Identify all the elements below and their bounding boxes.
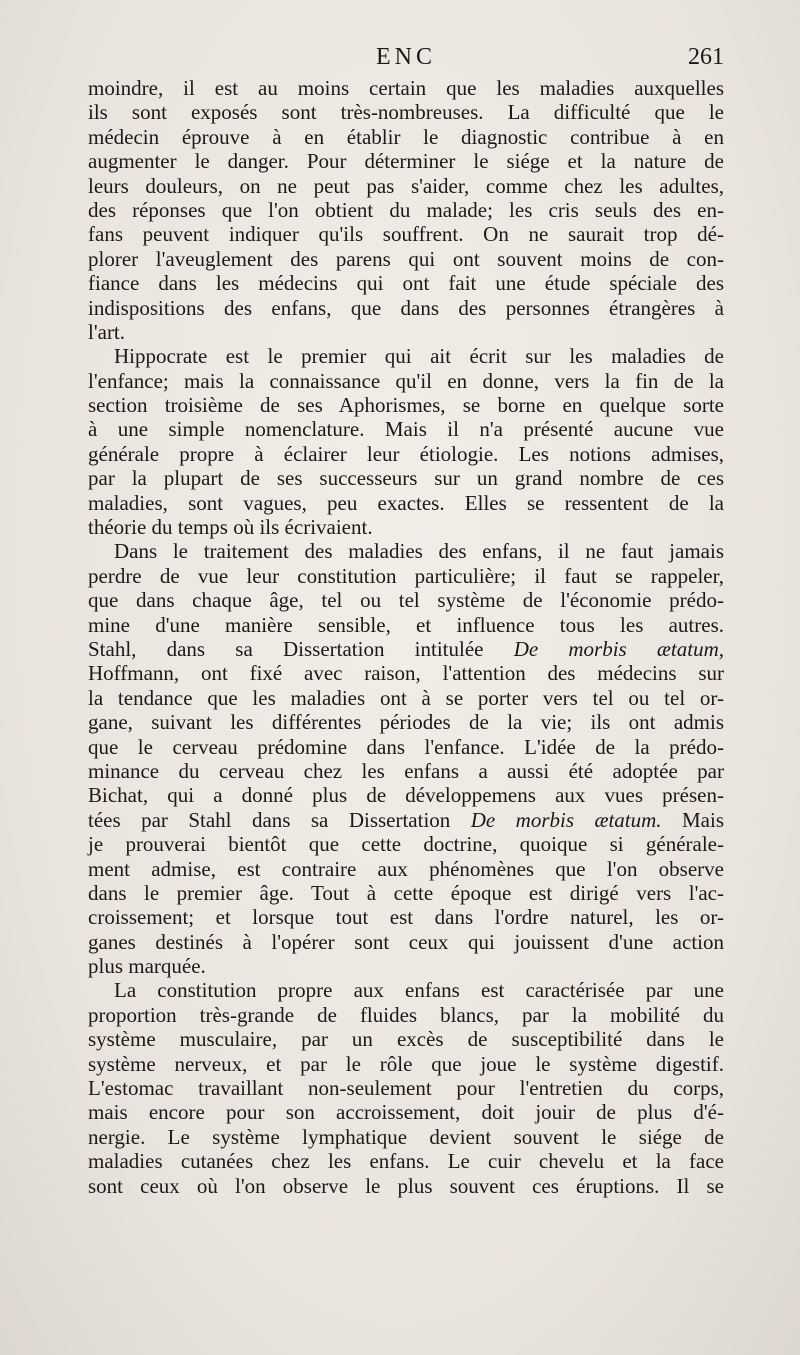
text-line-content: plus marquée. bbox=[88, 954, 206, 979]
text-line-content: Hippocrate est le premier qui ait écrit sur les maladies de bbox=[114, 344, 724, 369]
text-line-content: moindre, il est au moins certain que les maladies auxquelles bbox=[88, 76, 724, 100]
text-line-content: Dans le traitement des maladies des enfans, il ne faut jamais bbox=[114, 539, 724, 564]
text-line-content: système musculaire, par un excès de susceptibilité dans le bbox=[88, 1027, 724, 1052]
text-line bbox=[88, 954, 724, 978]
text-line-content: La constitution propre aux enfans est caractérisée par une bbox=[114, 978, 724, 1003]
page-header bbox=[88, 44, 724, 78]
text-line-content: dans le premier âge. Tout à cette époque est dirigé vers l'ac- bbox=[88, 880, 724, 905]
text-line-content: que dans chaque âge, tel ou tel système de l'économie prédo- bbox=[88, 588, 724, 613]
text-line bbox=[88, 369, 724, 393]
text-line bbox=[88, 564, 724, 588]
text-line-content: fiance dans les médecins qui ont fait une étude spéciale des bbox=[88, 271, 724, 296]
text-line bbox=[88, 174, 724, 198]
text-line-content: je prouverai bientôt que cette doctrine, quoique si générale- bbox=[88, 832, 724, 857]
text-line-content: perdre de vue leur constitution particulière; il faut se rappeler, bbox=[88, 563, 724, 588]
text-line-content: mais encore pour son accroissement, doit jouir de plus d'é- bbox=[88, 1100, 724, 1125]
text-line-content: section troisième de ses Aphorismes, se borne en quelque sorte bbox=[88, 393, 724, 418]
text-line bbox=[88, 466, 724, 490]
text-line bbox=[88, 735, 724, 759]
text-line-content: l'art. bbox=[88, 319, 126, 344]
text-line bbox=[88, 247, 724, 271]
text-line-content: maladies, sont vagues, peu exactes. Elles se ressentent de la bbox=[88, 490, 724, 515]
text-line bbox=[88, 881, 724, 905]
text-line-content: proportion très-grande de fluides blancs, par la mobilité du bbox=[88, 1002, 724, 1027]
text-line bbox=[88, 1052, 724, 1076]
text-line bbox=[88, 637, 724, 661]
text-line bbox=[88, 1174, 724, 1198]
text-line bbox=[88, 539, 724, 563]
text-line bbox=[88, 978, 724, 1002]
text-line-content: gane, suivant les différentes périodes de la vie; ils ont admis bbox=[88, 710, 724, 735]
text-line-content: fans peuvent indiquer qu'ils souffrent. On ne saurait trop dé- bbox=[88, 222, 724, 247]
text-line bbox=[88, 759, 724, 783]
text-line bbox=[88, 661, 724, 685]
text-line-content: théorie du temps où ils écrivaient. bbox=[88, 515, 373, 540]
text-line-content: Stahl, dans sa Dissertation intitulée bbox=[88, 636, 514, 661]
text-line-content: nergie. Le système lymphatique devient souvent le siége de bbox=[88, 1124, 724, 1149]
text-line-content: Bichat, qui a donné plus de développemens aux vues présen- bbox=[88, 783, 724, 808]
text-line-content: des réponses que l'on obtient du malade; les cris seuls des en- bbox=[88, 197, 724, 222]
text-line bbox=[88, 1100, 724, 1124]
body-text bbox=[88, 76, 724, 1198]
text-line-content: croissement; et lorsque tout est dans l'ordre naturel, les or- bbox=[88, 905, 724, 930]
text-line bbox=[88, 832, 724, 856]
text-line-content: Hoffmann, ont fixé avec raison, l'attention des médecins sur bbox=[88, 661, 724, 686]
text-line bbox=[88, 930, 724, 954]
text-line bbox=[88, 808, 724, 832]
text-line bbox=[88, 125, 724, 149]
text-line-content: système nerveux, et par le rôle que joue le système digestif. bbox=[88, 1051, 724, 1076]
text-line bbox=[88, 783, 724, 807]
text-line bbox=[88, 905, 724, 929]
text-line bbox=[88, 344, 724, 368]
text-line-tail: Mais bbox=[661, 807, 725, 832]
text-line bbox=[88, 320, 724, 344]
running-head: ENC bbox=[376, 44, 436, 70]
text-line bbox=[88, 710, 724, 734]
text-line-content: plorer l'aveuglement des parens qui ont souvent moins de con- bbox=[88, 246, 724, 271]
text-line bbox=[88, 393, 724, 417]
text-line-content: mine d'une manière sensible, et influence tous les autres. bbox=[88, 612, 724, 637]
page-number: 261 bbox=[688, 44, 724, 70]
text-line bbox=[88, 857, 724, 881]
text-line-content: tées par Stahl dans sa Dissertation bbox=[88, 807, 471, 832]
text-line-content: par la plupart de ses successeurs sur un grand nombre de ces bbox=[88, 466, 724, 491]
text-line bbox=[88, 491, 724, 515]
text-line-content: ganes destinés à l'opérer sont ceux qui jouissent d'une action bbox=[88, 929, 724, 954]
text-line-content: générale propre à éclairer leur étiologie. Les notions admises, bbox=[88, 441, 724, 466]
text-line-content: sont ceux où l'on observe le plus souvent ces éruptions. Il se bbox=[88, 1173, 724, 1198]
text-line bbox=[88, 222, 724, 246]
text-line-content: la tendance que les maladies ont à se porter vers tel ou tel or- bbox=[88, 685, 724, 710]
text-line bbox=[88, 149, 724, 173]
text-line bbox=[88, 76, 724, 100]
text-line bbox=[88, 1125, 724, 1149]
text-line-content: indispositions des enfans, que dans des personnes étrangères à bbox=[88, 295, 724, 320]
text-line bbox=[88, 588, 724, 612]
text-line-content: ment admise, est contraire aux phénomènes que l'on observe bbox=[88, 856, 724, 881]
text-line bbox=[88, 1027, 724, 1051]
text-line bbox=[88, 1003, 724, 1027]
italic-title: De morbis ætatum, bbox=[513, 636, 724, 661]
text-line bbox=[88, 686, 724, 710]
text-line bbox=[88, 1076, 724, 1100]
text-line bbox=[88, 613, 724, 637]
text-line-content: médecin éprouve à en établir le diagnostic contribue à en bbox=[88, 124, 724, 149]
text-line bbox=[88, 100, 724, 124]
text-line bbox=[88, 1149, 724, 1173]
text-line-content: maladies cutanées chez les enfans. Le cuir chevelu et la face bbox=[88, 1149, 724, 1174]
text-line-content: augmenter le danger. Pour déterminer le siége et la nature de bbox=[88, 149, 724, 174]
italic-title: De morbis ætatum. bbox=[470, 807, 662, 832]
text-line-content: L'estomac travaillant non-seulement pour l'entretien du corps, bbox=[88, 1076, 724, 1101]
text-line-content: ils sont exposés sont très-nombreuses. La difficulté que le bbox=[88, 100, 724, 125]
text-line bbox=[88, 417, 724, 441]
text-line bbox=[88, 296, 724, 320]
text-line bbox=[88, 515, 724, 539]
text-line bbox=[88, 271, 724, 295]
text-line bbox=[88, 442, 724, 466]
text-line-content: leurs douleurs, on ne peut pas s'aider, comme chez les adultes, bbox=[88, 173, 724, 198]
text-line-content: à une simple nomenclature. Mais il n'a présenté aucune vue bbox=[88, 417, 724, 442]
text-line-content: minance du cerveau chez les enfans a aussi été adoptée par bbox=[88, 758, 724, 783]
text-line bbox=[88, 198, 724, 222]
text-line-content: l'enfance; mais la connaissance qu'il en donne, vers la fin de la bbox=[88, 368, 724, 393]
text-line-content: que le cerveau prédomine dans l'enfance. L'idée de la prédo- bbox=[88, 734, 724, 759]
